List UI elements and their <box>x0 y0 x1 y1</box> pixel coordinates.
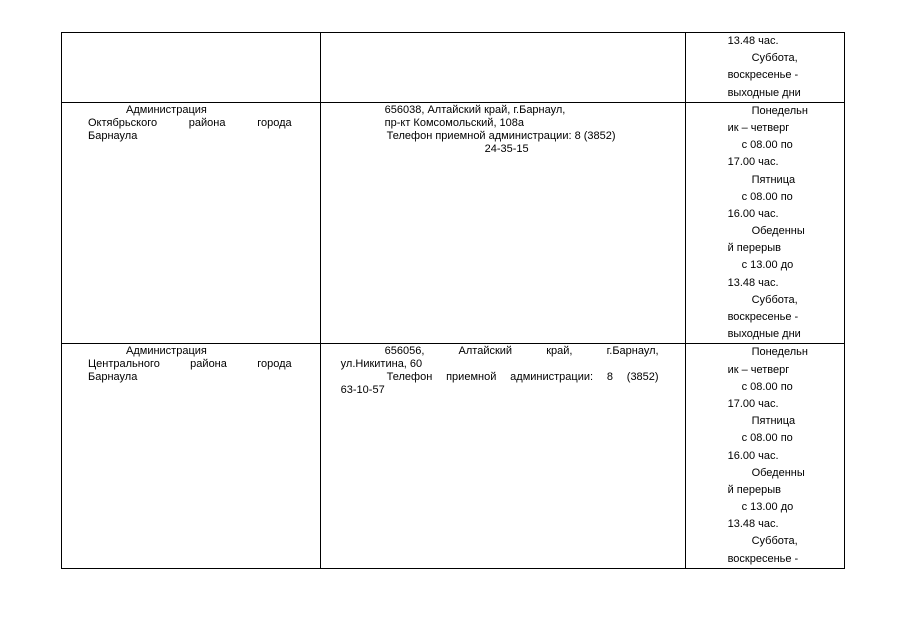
hours-line: с 08.00 по <box>741 190 793 203</box>
phone-line: Телефон приемной администрации: 8 (3852) <box>386 129 616 142</box>
hours-line: Суббота, <box>751 535 798 548</box>
hours-line: с 13.00 до <box>741 501 794 514</box>
hours-line: Обеденны <box>751 466 805 479</box>
hours-line: ик – четверг <box>727 363 790 376</box>
address-line: 656038, Алтайский край, г.Барнаул, <box>384 103 566 116</box>
hours-line: Пятница <box>751 173 796 186</box>
hours-line: 16.00 час. <box>727 449 779 462</box>
name-cell <box>62 102 321 344</box>
name-line: Октябрьского района города <box>88 116 292 129</box>
hours-line: 13.48 час. <box>727 35 779 47</box>
phone-number: 24-35-15 <box>484 142 529 155</box>
name-line: Барнаула <box>88 371 138 384</box>
table-row <box>62 344 845 568</box>
address-line: ул.Никитина, 60 <box>340 358 423 371</box>
address-cell <box>320 102 685 344</box>
administrations-table <box>61 32 845 569</box>
phone-number: 63-10-57 <box>340 384 385 397</box>
address-line: 656056, Алтайский край, г.Барнаул, <box>384 345 659 358</box>
table-row <box>62 33 845 103</box>
hours-line: 17.00 час. <box>727 397 779 410</box>
name-cell <box>62 33 321 103</box>
hours-cell <box>685 102 844 344</box>
hours-line: 13.48 час. <box>727 518 779 531</box>
address-cell <box>320 33 685 103</box>
hours-line: воскресенье - <box>727 311 799 323</box>
hours-line: 17.00 час. <box>727 156 779 169</box>
hours-line: воскресенье - <box>727 69 799 82</box>
hours-line: с 08.00 по <box>741 432 793 445</box>
name-line: Центрального района города <box>88 358 292 371</box>
name-cell <box>62 344 321 568</box>
hours-line: Обеденны <box>751 225 805 238</box>
hours-line: с 13.00 до <box>741 259 794 272</box>
hours-line: выходные дни <box>727 328 801 341</box>
hours-line: выходные дни <box>727 86 801 99</box>
address-cell <box>320 344 685 568</box>
hours-line: 13.48 час. <box>727 276 779 289</box>
name-line: Барнаула <box>88 129 138 142</box>
table-row <box>62 102 845 344</box>
address-line: пр-кт Комсомольский, 108а <box>384 116 525 129</box>
hours-line: Понедельн <box>751 346 808 359</box>
hours-line: ик – четверг <box>727 121 790 134</box>
hours-line: Суббота, <box>751 293 798 306</box>
hours-line: Суббота, <box>751 52 798 65</box>
name-line: Администрация <box>126 345 207 358</box>
hours-line: й перерыв <box>727 242 781 255</box>
hours-cell <box>685 33 844 103</box>
name-line: Администрация <box>126 103 207 116</box>
hours-line: й перерыв <box>727 483 781 496</box>
hours-line: 16.00 час. <box>727 207 779 220</box>
hours-line: Пятница <box>751 415 796 428</box>
hours-line: Понедельн <box>751 104 808 117</box>
hours-line: с 08.00 по <box>741 139 793 152</box>
phone-line: Телефон приемной администрации: 8 (3852) <box>386 371 659 384</box>
hours-line: воскресенье - <box>727 552 799 565</box>
hours-cell <box>685 344 844 568</box>
hours-line: с 08.00 по <box>741 380 793 393</box>
